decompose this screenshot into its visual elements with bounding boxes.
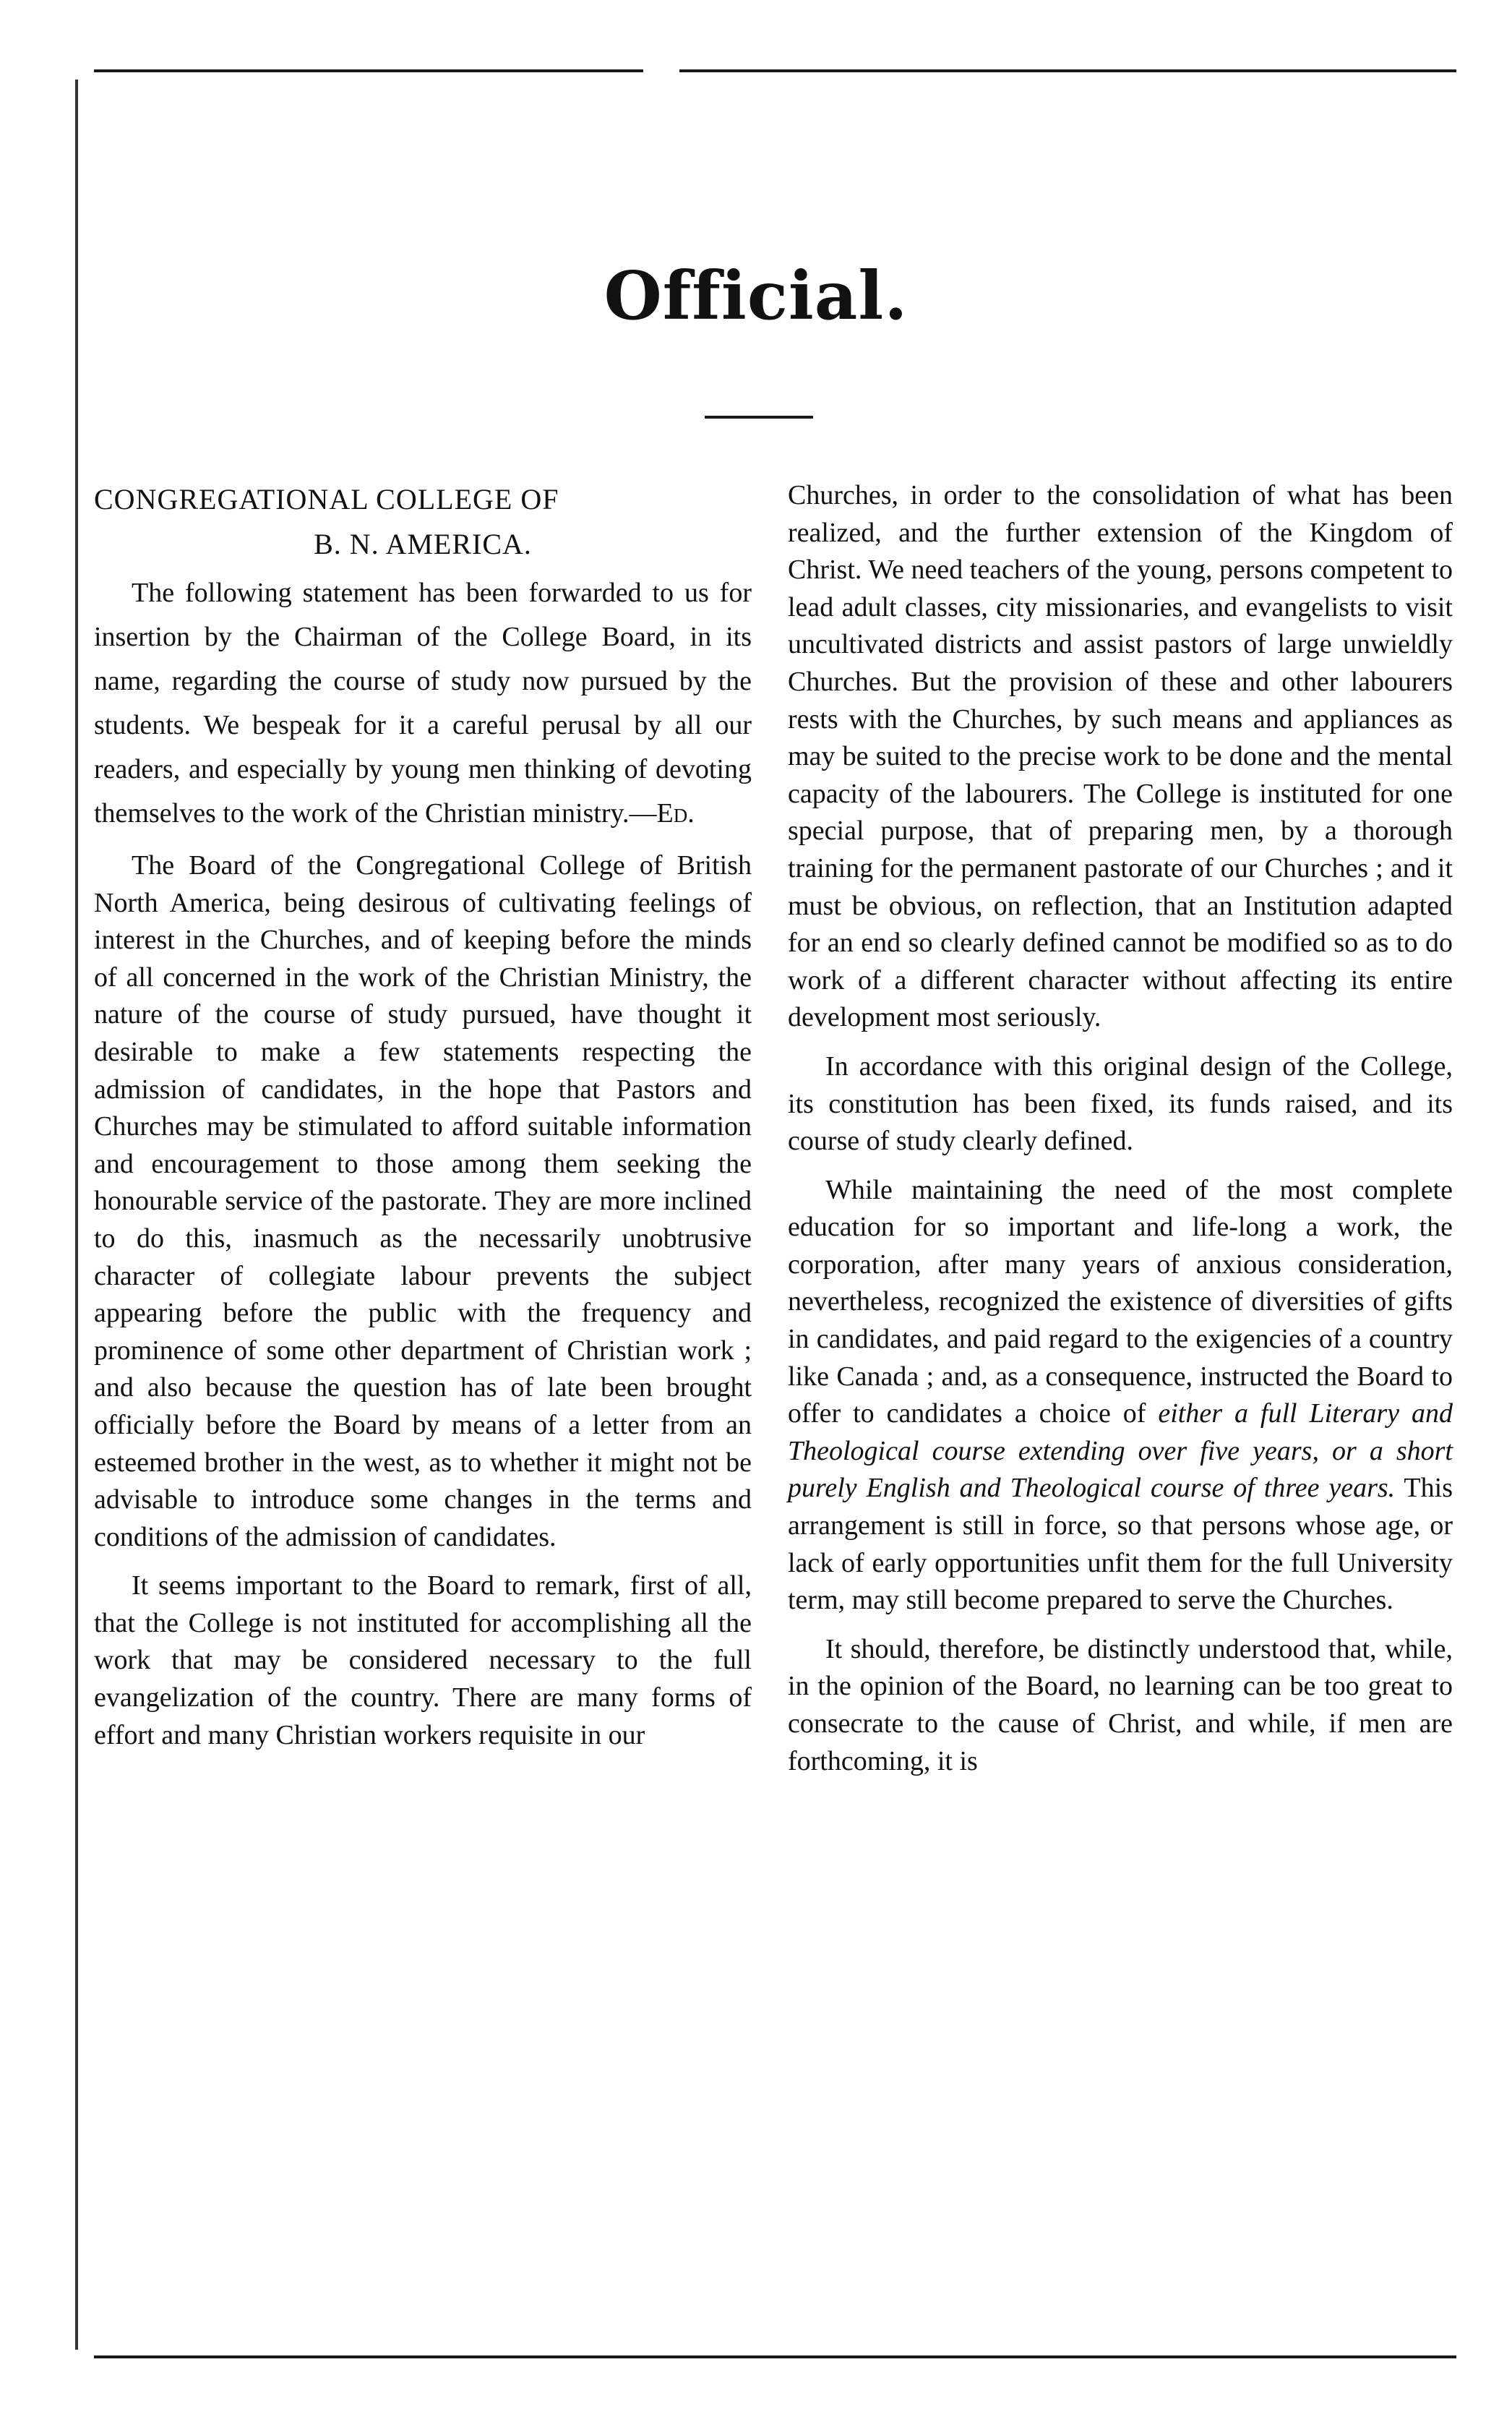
editor-signature: Ed. xyxy=(656,798,695,829)
article-title-line1: CONGREGATIONAL COLLEGE OF xyxy=(94,483,559,515)
paragraph-original-design: In accordance with this original design of the College, its constitution has been fixed, its funds raised, and its course of study clearly defined. xyxy=(788,1050,1453,1157)
top-rule-left xyxy=(94,69,643,72)
course-options-text-a: While maintaining the need of the most complete education for so important and life-long a work, the corporation, after many years of anxious consideration, nevertheless, recognized the existence of diversities of gifts in candidates, and paid regard to the exigencies of a country like Canada ; and, as a consequence, instructed the Board to offer to candidates a choice of xyxy=(788,1174,1453,1429)
paragraph-conclusion: It should, therefore, be distinctly understood that, while, in the opinion of the Board, no learning can be too great to consecrate to the cause of Christ, and while, if men are forthcoming, it is xyxy=(788,1633,1453,1776)
section-heading: Official. xyxy=(603,257,909,335)
left-column xyxy=(94,477,752,1754)
editor-intro-text: The following statement has been forwarded to us for insertion by the Chairman of the College Board, in its name, regarding the course of study now pursued by the students. We bespeak for it a careful perusal by all our readers, and especially by young men thinking of devoting themselves to the work of the Christian ministry.— xyxy=(94,578,752,829)
article-title-line2: B. N. AMERICA. xyxy=(314,528,532,560)
bottom-rule xyxy=(94,2355,1456,2358)
paragraph-college-purpose: It seems important to the Board to remark, first of all, that the College is not instituted for accomplishing all the work that may be considered necessary to the full evangelization of the country. There are many forms of effort and many Christian workers requisite in our xyxy=(94,1570,752,1750)
article-title xyxy=(94,477,752,567)
paragraph-board-statement: The Board of the Congregational College of British North America, being desirous of cultivating feelings of interest in the Churches, and of keeping before the minds of all concerned in the work of the Christian Ministry, the nature of the course of study pursued, have thought it desirable to make a few statements respecting the admission of candidates, in the hope that Pastors and Churches may be stimulated to afford suitable information and encouragement to those among them seeking the honourable service of the pastorate. They are more inclined to do this, inasmuch as the necessarily unobtrusive character of collegiate labour prevents the subject appearing before the public with the frequency and prominence of some other department of Christian work ; and also because the question has of late been brought officially before the Board by means of a letter from an esteemed brother in the west, as to whether it might not be advisable to introduce some changes in the terms and conditions of the admission of candidates. xyxy=(94,850,752,1552)
course-options-text-b: This arrangement is still in force, so that persons whose age, or lack of early opportunities unfit them for the full University term, may still become prepared to serve the Churches. xyxy=(788,1473,1453,1616)
left-margin-rule xyxy=(75,80,78,2350)
right-column xyxy=(788,477,1453,1780)
course-options-emphasis: either a full Literary and Theological course extending over five years, or a short purely English and Theological course of three years. xyxy=(788,1398,1453,1504)
heading-divider xyxy=(705,416,813,419)
editor-intro xyxy=(94,571,752,836)
paragraph-college-purpose-continued: Churches, in order to the consolidation of what has been realized, and the further extension of the Kingdom of Christ. We need teachers of the young, persons competent to lead adult classes, city missionaries, and evangelists to visit uncultivated districts and assist pastors of large unwieldly Churches. But the provision of these and other labourers rests with the Churches, by such means and appliances as may be suited to the precise work to be done and the mental capacity of the labourers. The College is instituted for one special purpose, that of preparing men, by a thorough training for the permanent pastorate of our Churches ; and it must be obvious, on reflection, that an Institution adapted for an end so clearly defined cannot be modified so as to do work of a different character without affecting its entire development most seriously. xyxy=(788,480,1453,1033)
paragraph-course-options xyxy=(788,1172,1453,1619)
top-rule-right xyxy=(679,69,1456,72)
